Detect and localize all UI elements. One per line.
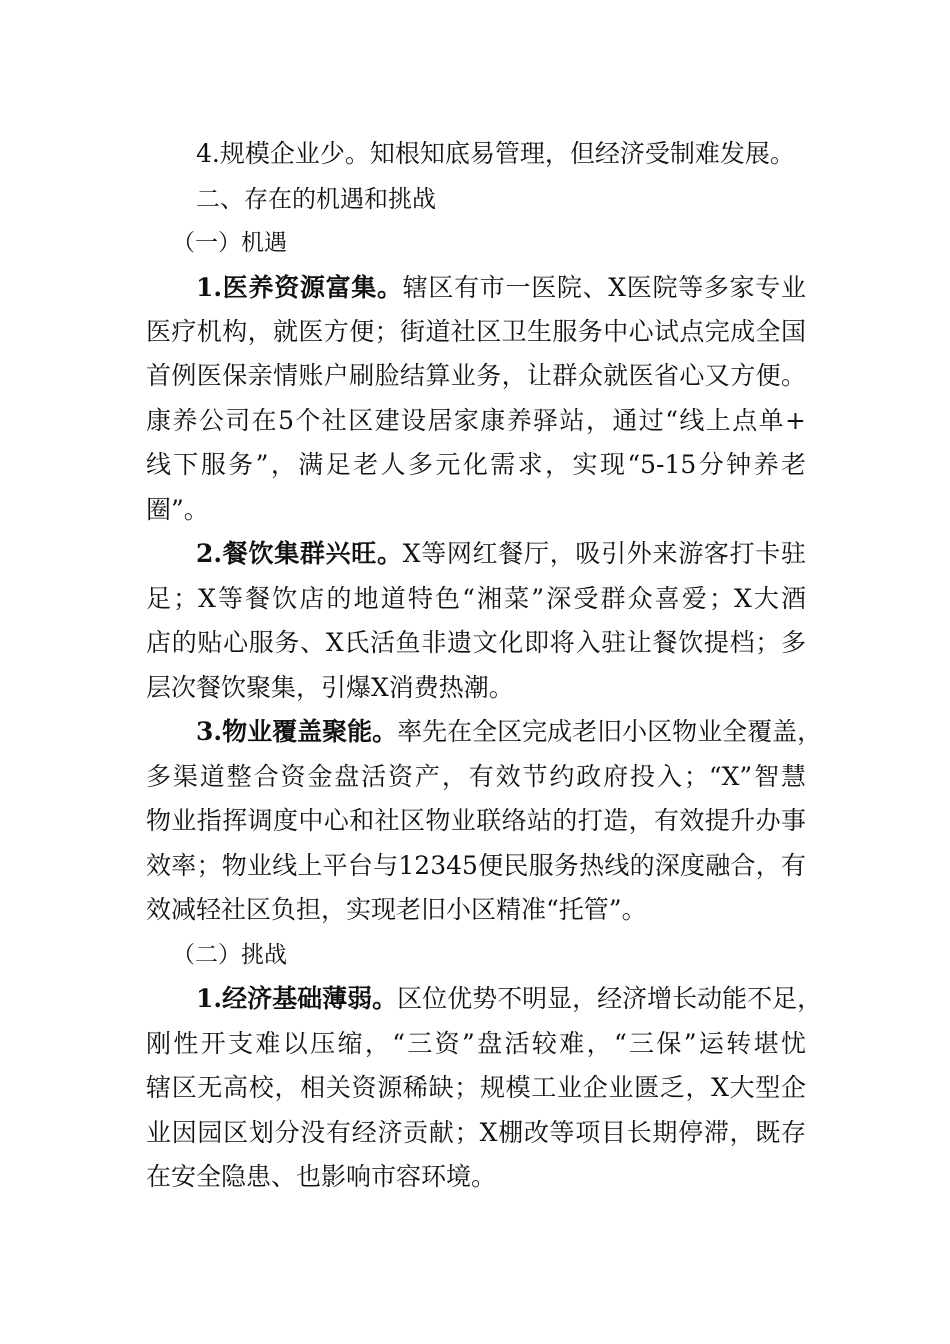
paragraph-line: 4.规模企业少。知根知底易管理，但经济受制难发展。 [196,139,795,168]
paragraph-line: 层次餐饮聚集，引爆X消费热潮。 [146,673,514,702]
item-text: 区位优势不明显，经济增长动能不足， [397,984,823,1013]
item-lead: 1.经济基础薄弱。 [196,984,398,1013]
paragraph-line: 物业指挥调度中心和社区物业联络站的打造，有效提升办事 [146,806,806,835]
paragraph-line: 线下服务”，满足老人多元化需求，实现“5-15分钟养老 [146,450,806,479]
paragraph-line [196,984,823,1014]
paragraph-line: 足；X等餐饮店的地道特色“湘菜”深受群众喜爱；X大酒 [146,584,806,613]
paragraph-line: 效减轻社区负担，实现老旧小区精准“托管”。 [146,895,647,924]
paragraph-line: 多渠道整合资金盘活资产，有效节约政府投入；“X”智慧 [146,762,806,791]
paragraph-line: 刚性开支难以压缩，“三资”盘活较难，“三保”运转堪忧 [146,1029,806,1058]
paragraph-line: 在安全隐患、也影响市容环境。 [146,1162,497,1191]
paragraph-line: 医疗机构，就医方便；街道社区卫生服务中心试点完成全国 [146,317,806,346]
item-text: 辖区有市一医院、X医院等多家专业 [402,273,806,302]
paragraph-line [196,273,806,303]
paragraph-line: 店的贴心服务、X氏活鱼非遗文化即将入驻让餐饮提档；多 [146,628,806,657]
paragraph-line: 业因园区划分没有经济贡献；X棚改等项目长期停滞，既存 [146,1118,806,1147]
paragraph-line [196,717,823,747]
subsection-title-challenges: （二）挑战 [172,942,287,968]
item-lead: 2.餐饮集群兴旺。 [196,539,403,568]
paragraph-line: 康养公司在5个社区建设居家康养驿站，通过“线上点单+ [146,406,806,435]
paragraph-line: 首例医保亲情账户刷脸结算业务，让群众就医省心又方便。 [146,361,806,390]
item-text: X等网红餐厅，吸引外来游客打卡驻 [402,539,806,568]
item-lead: 3.物业覆盖聚能。 [196,717,398,746]
section-heading: 二、存在的机遇和挑战 [196,185,436,213]
item-text: 率先在全区完成老旧小区物业全覆盖， [397,717,823,746]
paragraph-line [196,539,806,569]
paragraph-line: 辖区无高校，相关资源稀缺；规模工业企业匮乏，X大型企 [146,1073,806,1102]
subsection-title-opportunities: （一）机遇 [172,230,287,256]
item-lead: 1.医养资源富集。 [196,273,403,302]
paragraph-line: 效率；物业线上平台与12345便民服务热线的深度融合，有 [146,851,806,880]
paragraph-line: 圈”。 [146,495,209,524]
